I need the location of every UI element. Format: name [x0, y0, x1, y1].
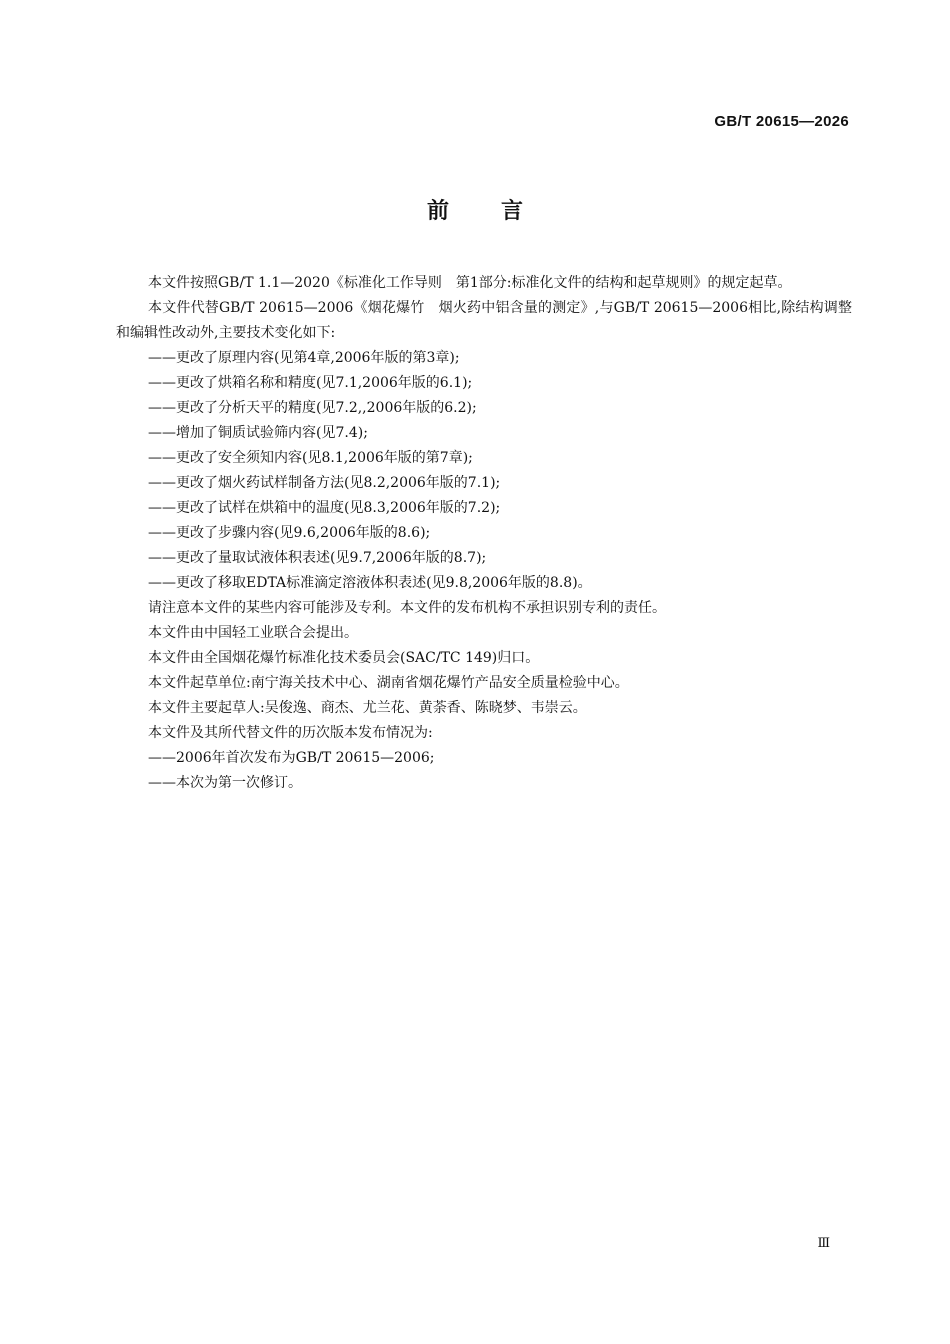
change-item: ——更改了试样在烘箱中的温度(见8.3,2006年版的7.2);	[148, 500, 501, 516]
document-body	[116, 271, 852, 796]
page-title: 前言	[426, 199, 575, 224]
standard-number: GB/T 20615—2026	[714, 113, 849, 130]
change-item: ——增加了铜质试验筛内容(见7.4);	[148, 425, 368, 441]
history-item: ——本次为第一次修订。	[148, 775, 302, 791]
change-item: ——更改了烘箱名称和精度(见7.1,2006年版的6.1);	[148, 375, 473, 391]
change-item: ——更改了分析天平的精度(见7.2,,2006年版的6.2);	[148, 400, 477, 416]
change-item: ——更改了量取试液体积表述(见9.7,2006年版的8.7);	[148, 550, 487, 566]
page-number: Ⅲ	[817, 1235, 830, 1250]
change-item: ——更改了安全须知内容(见8.1,2006年版的第7章);	[148, 450, 473, 466]
change-item: ——更改了烟火药试样制备方法(见8.2,2006年版的7.1);	[148, 475, 501, 491]
change-item: ——更改了原理内容(见第4章,2006年版的第3章);	[148, 350, 460, 366]
replacement-paragraph: 本文件代替GB/T 20615—2006《烟花爆竹 烟火药中铝含量的测定》,与GB/T 20615—2006相比,除结构调整和编辑性改动外,主要技术变化如下:	[116, 300, 852, 341]
history-item: ——2006年首次发布为GB/T 20615—2006;	[148, 750, 435, 766]
patent-notice: 请注意本文件的某些内容可能涉及专利。本文件的发布机构不承担识别专利的责任。	[148, 600, 666, 616]
drafting-rules-paragraph: 本文件按照GB/T 1.1—2020《标准化工作导则 第1部分:标准化文件的结构和起草规则》的规定起草。	[148, 275, 792, 291]
change-item: ——更改了移取EDTA标准滴定溶液体积表述(见9.8,2006年版的8.8)。	[148, 575, 592, 591]
drafters: 本文件主要起草人:吴俊逸、商杰、尤兰花、黄荼香、陈晓梦、韦崇云。	[148, 700, 587, 716]
history-intro: 本文件及其所代替文件的历次版本发布情况为:	[148, 725, 433, 741]
committee-statement: 本文件由全国烟花爆竹标准化技术委员会(SAC/TC 149)归口。	[148, 650, 540, 666]
proposer-statement: 本文件由中国轻工业联合会提出。	[148, 625, 358, 641]
drafting-units: 本文件起草单位:南宁海关技术中心、湖南省烟花爆竹产品安全质量检验中心。	[148, 675, 629, 691]
change-item: ——更改了步骤内容(见9.6,2006年版的8.6);	[148, 525, 431, 541]
